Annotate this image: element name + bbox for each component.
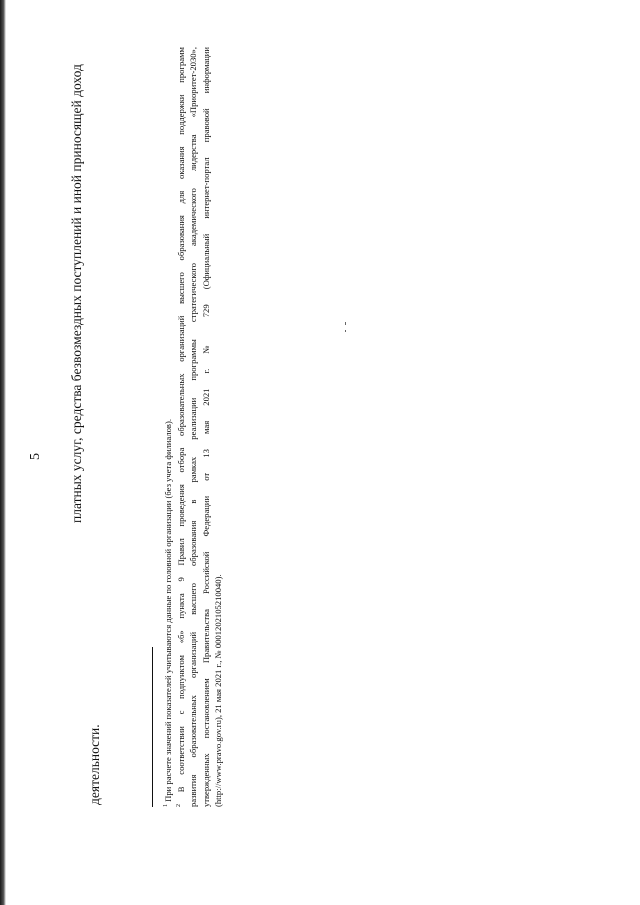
footnote-line: развития образовательных организаций высшего образования в рамках реализации программы стратегического академического лидерства «Приоритет-2030», bbox=[188, 47, 199, 807]
body-line: деятельности. bbox=[87, 724, 102, 805]
footnote-text: В соответствии с подпунктом «б» пункта 9 Правил проведения отбора образовательных организаций высшего образования для оказания поддержки программ bbox=[175, 47, 186, 793]
footnotes bbox=[162, 47, 225, 807]
footnote-line: утвержденных постановлением Правительства Российской Федерации от 13 мая 2021 г. № 729 (Официальный интернет-портал правовой информации bbox=[200, 47, 211, 807]
footnote-line bbox=[162, 47, 175, 807]
footnote-mark: 1 bbox=[163, 804, 170, 807]
footnote-1 bbox=[162, 47, 175, 807]
scan-speck bbox=[345, 322, 346, 325]
footnote-separator bbox=[152, 647, 153, 807]
footnote-line bbox=[175, 47, 188, 807]
footnote-text: При расчете значений показателей учитываются данные по головной организации (без учета филиалов). bbox=[163, 419, 173, 802]
footnote-line: (http://www.pravo.gov.ru), 21 мая 2021 г., № 0001202105210040). bbox=[213, 574, 224, 807]
footnote-2 bbox=[175, 47, 225, 807]
footnote-mark: 2 bbox=[175, 804, 182, 807]
body-paragraph bbox=[68, 45, 104, 805]
scan-speck bbox=[345, 330, 346, 332]
page-number: 5 bbox=[28, 452, 43, 460]
body-line: платных услуг, средства безвозмездных поступлений и иной приносящей доход bbox=[69, 64, 84, 523]
